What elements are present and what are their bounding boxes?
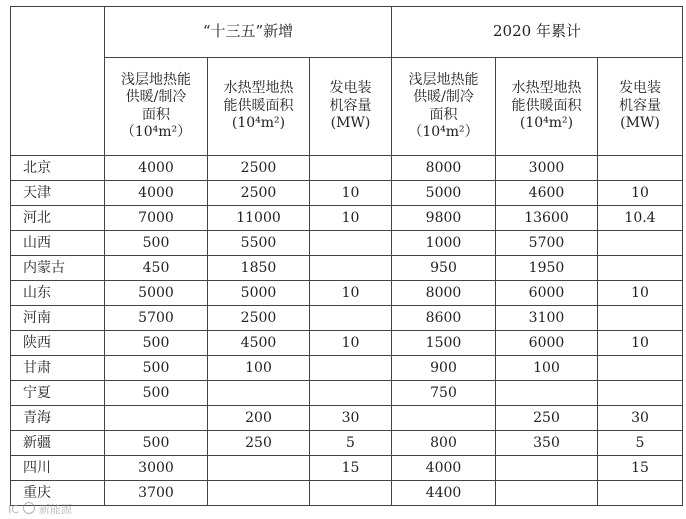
table-row: [11, 181, 683, 206]
province-cell: 山东: [11, 281, 105, 306]
group-header-cumulative: 2020 年累计: [392, 7, 683, 58]
value-cell: [496, 456, 598, 481]
value-cell: [392, 406, 496, 431]
column-header-line: 供暖/制冷: [125, 89, 187, 105]
value-cell: 15: [310, 456, 392, 481]
column-header-line: 浅层地热能: [408, 71, 479, 88]
value-cell: 5: [310, 431, 392, 456]
watermark-icon: [23, 502, 35, 514]
watermark-text: 新能源: [38, 503, 72, 516]
value-cell: 1500: [392, 331, 496, 356]
value-cell: 5: [598, 431, 683, 456]
value-cell: 3100: [496, 306, 598, 331]
value-cell: [598, 381, 683, 406]
table-row: [11, 256, 683, 281]
province-cell: 河北: [11, 206, 105, 231]
table-row: [11, 306, 683, 331]
column-header-line: 发电装: [329, 80, 372, 97]
watermark-prefix: IC: [8, 503, 19, 516]
value-cell: 4600: [496, 181, 598, 206]
value-cell: [310, 306, 392, 331]
table-row: [11, 381, 683, 406]
province-cell: 陕西: [11, 331, 105, 356]
province-cell: 天津: [11, 181, 105, 206]
value-cell: 10: [310, 331, 392, 356]
column-header: [105, 58, 208, 156]
table-row: [11, 206, 683, 231]
column-header-line: 能供暖面积: [511, 97, 582, 114]
value-cell: 4000: [392, 456, 496, 481]
value-cell: 30: [598, 406, 683, 431]
province-cell: 甘肃: [11, 356, 105, 381]
group-header-new: “十三五”新增: [105, 7, 392, 58]
value-cell: 6000: [496, 281, 598, 306]
column-header-line: 机容量: [329, 97, 372, 114]
table-row: [11, 231, 683, 256]
value-cell: [598, 256, 683, 281]
column-header-line: (10⁴m²): [519, 115, 574, 132]
value-cell: [598, 156, 683, 181]
value-cell: [598, 356, 683, 381]
province-cell: 宁夏: [11, 381, 105, 406]
province-cell: 内蒙古: [11, 256, 105, 281]
value-cell: 3000: [105, 456, 208, 481]
column-header-line: 发电装: [619, 80, 661, 97]
value-cell: 13600: [496, 206, 598, 231]
column-header: [392, 58, 496, 156]
column-header-line: 水热型地热: [511, 80, 582, 97]
geothermal-table: [10, 6, 683, 506]
value-cell: [598, 481, 683, 506]
value-cell: 2500: [208, 156, 310, 181]
table-row: [11, 331, 683, 356]
column-header-line: 机容量: [619, 97, 661, 114]
value-cell: 4500: [208, 331, 310, 356]
province-cell: 四川: [11, 456, 105, 481]
value-cell: 7000: [105, 206, 208, 231]
value-cell: [208, 456, 310, 481]
value-cell: 100: [496, 356, 598, 381]
value-cell: 5000: [208, 281, 310, 306]
province-cell: 河南: [11, 306, 105, 331]
value-cell: 10: [310, 181, 392, 206]
column-header-line: 面积: [429, 106, 458, 123]
value-cell: 250: [208, 431, 310, 456]
value-cell: 5700: [496, 231, 598, 256]
value-cell: 5700: [105, 306, 208, 331]
value-cell: 3700: [105, 481, 208, 506]
column-header: [496, 58, 598, 156]
value-cell: 10: [598, 281, 683, 306]
value-cell: 2500: [208, 181, 310, 206]
value-cell: [310, 481, 392, 506]
column-header-line: 能供暖面积: [223, 97, 294, 114]
table-row: [11, 481, 683, 506]
value-cell: [598, 306, 683, 331]
value-cell: 15: [598, 456, 683, 481]
value-cell: 10: [598, 181, 683, 206]
value-cell: [310, 231, 392, 256]
column-header: [310, 58, 392, 156]
value-cell: 4400: [392, 481, 496, 506]
column-header-line: (MW): [330, 115, 371, 132]
value-cell: 450: [105, 256, 208, 281]
value-cell: [310, 356, 392, 381]
value-cell: 350: [496, 431, 598, 456]
table-row: [11, 431, 683, 456]
watermark: [8, 501, 72, 517]
value-cell: 750: [392, 381, 496, 406]
table-row: [11, 456, 683, 481]
column-header-line: 面积: [142, 106, 170, 123]
value-cell: 200: [208, 406, 310, 431]
table-row: [11, 406, 683, 431]
value-cell: [496, 481, 598, 506]
value-cell: 500: [105, 381, 208, 406]
value-cell: 11000: [208, 206, 310, 231]
value-cell: 8000: [392, 281, 496, 306]
column-header: [598, 58, 683, 156]
value-cell: 800: [392, 431, 496, 456]
value-cell: 5000: [105, 281, 208, 306]
value-cell: 5500: [208, 231, 310, 256]
value-cell: [208, 481, 310, 506]
value-cell: 100: [208, 356, 310, 381]
column-header-line: 浅层地热能: [121, 71, 191, 88]
value-cell: 5000: [392, 181, 496, 206]
table-row: [11, 156, 683, 181]
column-header: [208, 58, 310, 156]
value-cell: 30: [310, 406, 392, 431]
column-header-line: （10⁴m²）: [408, 124, 479, 140]
province-cell: 北京: [11, 156, 105, 181]
value-cell: [105, 406, 208, 431]
value-cell: [310, 381, 392, 406]
value-cell: 1950: [496, 256, 598, 281]
value-cell: [208, 381, 310, 406]
value-cell: 8000: [392, 156, 496, 181]
value-cell: 500: [105, 231, 208, 256]
value-cell: 500: [105, 356, 208, 381]
corner-cell: [11, 7, 105, 156]
value-cell: 4000: [105, 156, 208, 181]
value-cell: 10: [598, 331, 683, 356]
value-cell: 500: [105, 331, 208, 356]
table-row: [11, 356, 683, 381]
value-cell: [496, 381, 598, 406]
column-header-line: (MW): [620, 115, 660, 132]
value-cell: 9800: [392, 206, 496, 231]
value-cell: 1000: [392, 231, 496, 256]
province-cell: 青海: [11, 406, 105, 431]
value-cell: 10: [310, 206, 392, 231]
value-cell: 8600: [392, 306, 496, 331]
value-cell: 10.4: [598, 206, 683, 231]
value-cell: [598, 231, 683, 256]
value-cell: 3000: [496, 156, 598, 181]
value-cell: 500: [105, 431, 208, 456]
value-cell: 950: [392, 256, 496, 281]
value-cell: 10: [310, 281, 392, 306]
province-cell: 重庆: [11, 481, 105, 506]
value-cell: [310, 156, 392, 181]
value-cell: [310, 256, 392, 281]
value-cell: 1850: [208, 256, 310, 281]
value-cell: 250: [496, 406, 598, 431]
value-cell: 900: [392, 356, 496, 381]
province-cell: 山西: [11, 231, 105, 256]
column-header-line: (10⁴m²): [231, 115, 286, 132]
column-header-line: 供暖/制冷: [413, 89, 474, 105]
column-header-line: （10⁴m²）: [120, 124, 192, 140]
value-cell: 2500: [208, 306, 310, 331]
province-cell: 新疆: [11, 431, 105, 456]
column-header-line: 水热型地热: [223, 80, 294, 97]
table-row: [11, 281, 683, 306]
value-cell: 6000: [496, 331, 598, 356]
value-cell: 4000: [105, 181, 208, 206]
